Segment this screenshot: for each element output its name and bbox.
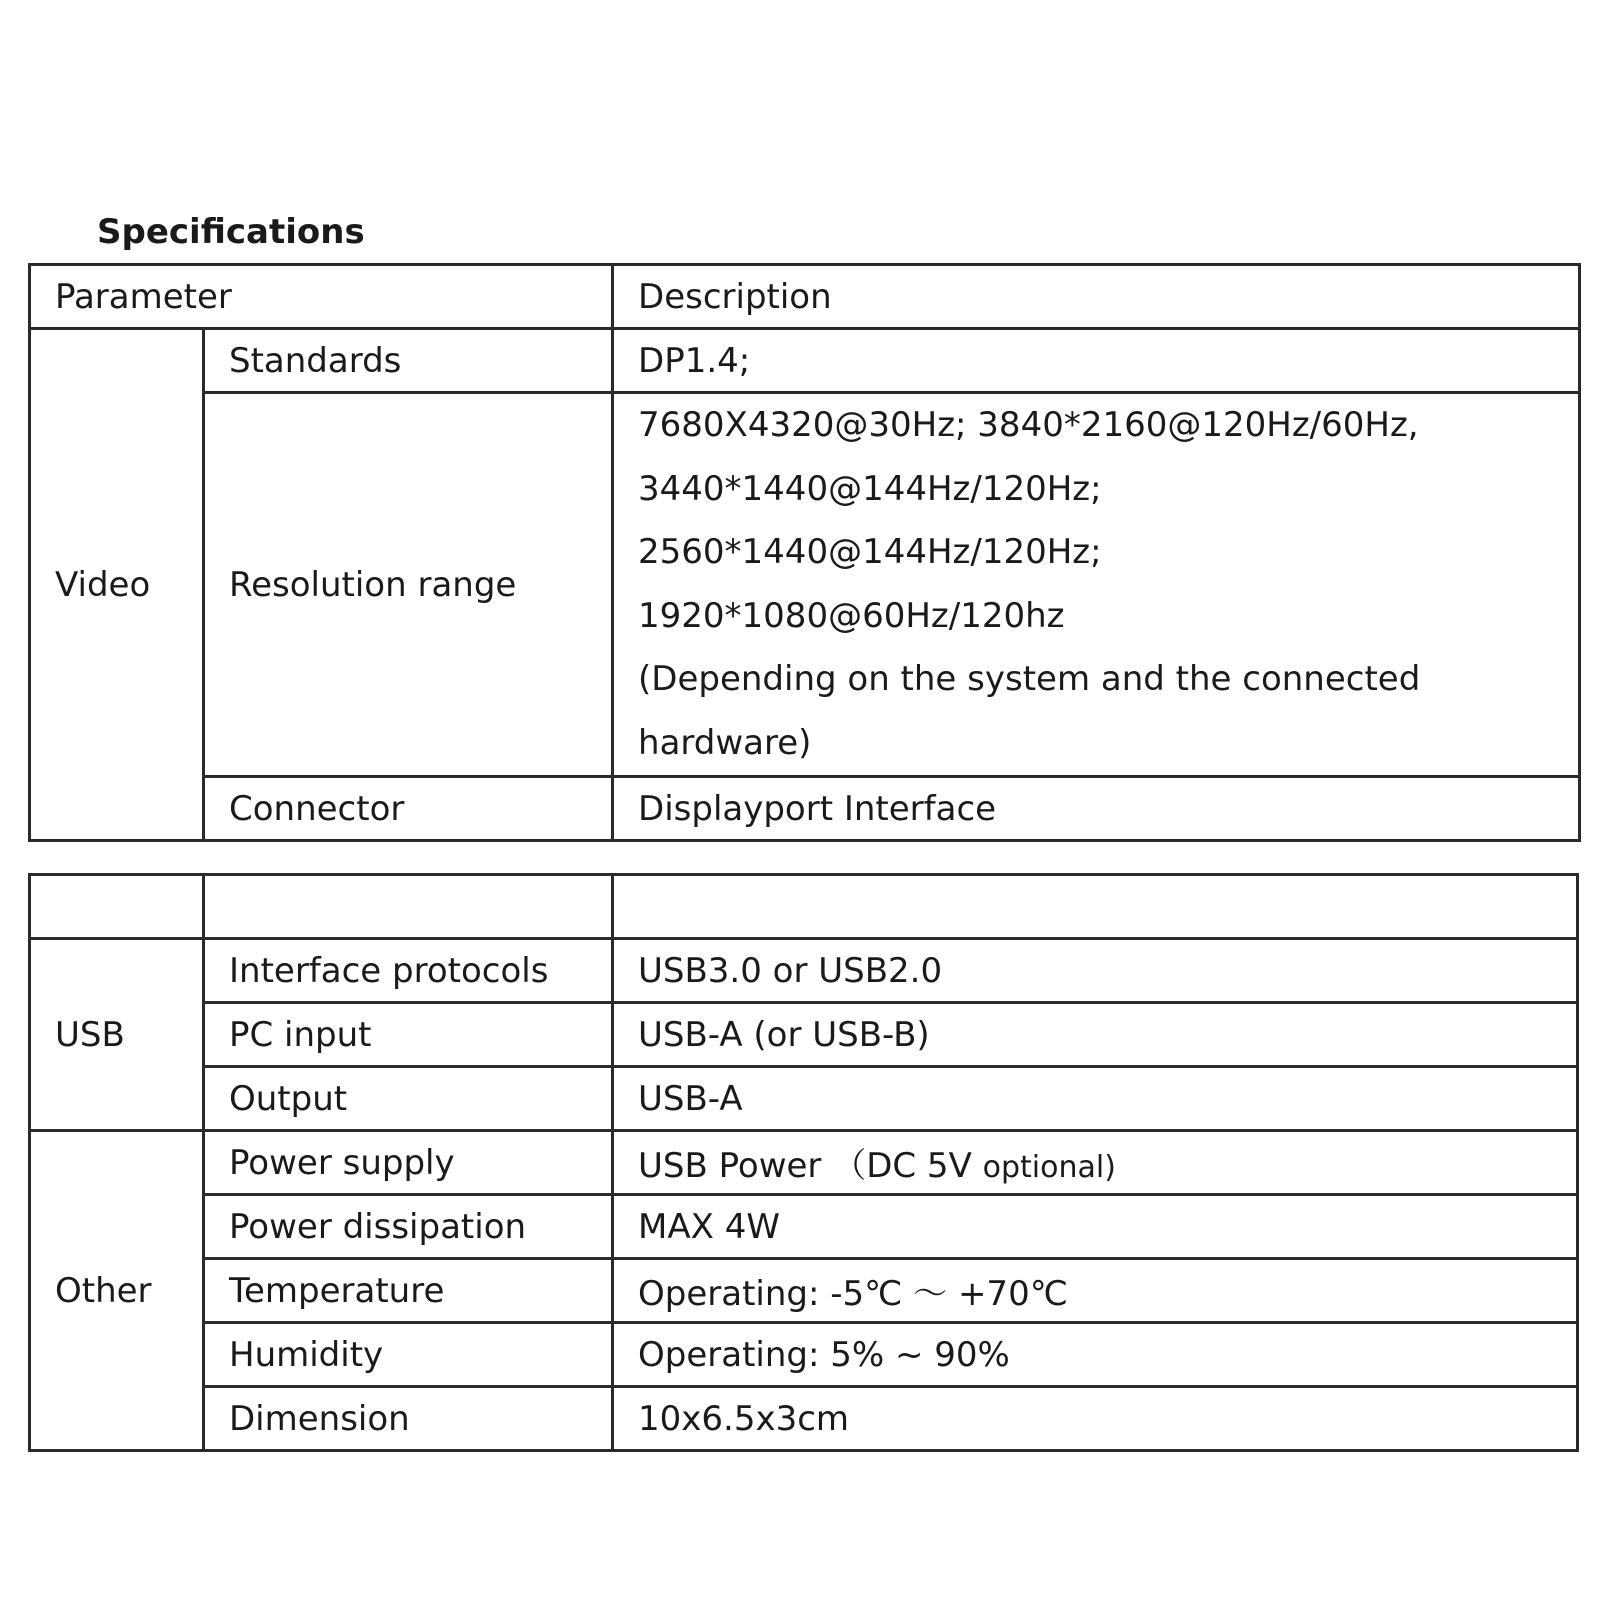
value-humidity: Operating: 5% ~ 90%	[613, 1323, 1578, 1387]
param-dimension: Dimension	[204, 1387, 613, 1451]
value-interface-protocols: USB3.0 or USB2.0	[613, 939, 1578, 1003]
power-supply-main: USB Power （DC 5V	[638, 1146, 972, 1186]
param-standards: Standards	[204, 329, 613, 393]
value-output: USB-A	[613, 1067, 1578, 1131]
table-row	[30, 329, 1580, 393]
header-description: Description	[613, 265, 1580, 329]
table-row	[30, 1003, 1578, 1067]
value-power-supply	[613, 1131, 1578, 1195]
group-usb: USB	[30, 939, 204, 1131]
param-output: Output	[204, 1067, 613, 1131]
value-power-dissipation: MAX 4W	[613, 1195, 1578, 1259]
resolution-line: (Depending on the system and the connected	[638, 659, 1421, 699]
table-empty-row	[30, 875, 1578, 939]
table-row	[30, 777, 1580, 841]
resolution-line: hardware)	[638, 722, 812, 763]
param-resolution-range: Resolution range	[204, 393, 613, 777]
power-supply-optional: optional)	[982, 1150, 1116, 1185]
resolution-line: 3440*1440@144Hz/120Hz;	[638, 468, 1102, 509]
resolution-line: 2560*1440@144Hz/120Hz;	[638, 532, 1102, 572]
value-standards: DP1.4;	[613, 329, 1580, 393]
empty-cell	[30, 875, 204, 939]
value-resolution-range	[613, 393, 1580, 777]
spec-table-video	[28, 263, 1581, 842]
param-interface-protocols: Interface protocols	[204, 939, 613, 1003]
table-row	[30, 1131, 1578, 1195]
table-row	[30, 1195, 1578, 1259]
table-row	[30, 1323, 1578, 1387]
empty-cell	[204, 875, 613, 939]
param-connector: Connector	[204, 777, 613, 841]
value-pc-input: USB-A (or USB-B)	[613, 1003, 1578, 1067]
group-video: Video	[30, 329, 204, 841]
table-header-row	[30, 265, 1580, 329]
spec-table-usb-other	[28, 873, 1579, 1452]
table-row	[30, 1387, 1578, 1451]
group-other: Other	[30, 1131, 204, 1451]
resolution-line: 7680X4320@30Hz; 3840*2160@120Hz/60Hz,	[638, 405, 1419, 445]
param-power-supply: Power supply	[204, 1131, 613, 1195]
empty-cell	[613, 875, 1578, 939]
table-row	[30, 393, 1580, 777]
param-power-dissipation: Power dissipation	[204, 1195, 613, 1259]
value-temperature: Operating: -5℃ ～ +70℃	[613, 1259, 1578, 1323]
header-parameter: Parameter	[30, 265, 613, 329]
value-connector: Displayport Interface	[613, 777, 1580, 841]
param-pc-input: PC input	[204, 1003, 613, 1067]
resolution-line: 1920*1080@60Hz/120hz	[638, 595, 1065, 636]
table-row	[30, 1259, 1578, 1323]
param-humidity: Humidity	[204, 1323, 613, 1387]
table-row	[30, 939, 1578, 1003]
table-row	[30, 1067, 1578, 1131]
page-title: Specifications	[97, 212, 365, 252]
param-temperature: Temperature	[204, 1259, 613, 1323]
value-dimension: 10x6.5x3cm	[613, 1387, 1578, 1451]
